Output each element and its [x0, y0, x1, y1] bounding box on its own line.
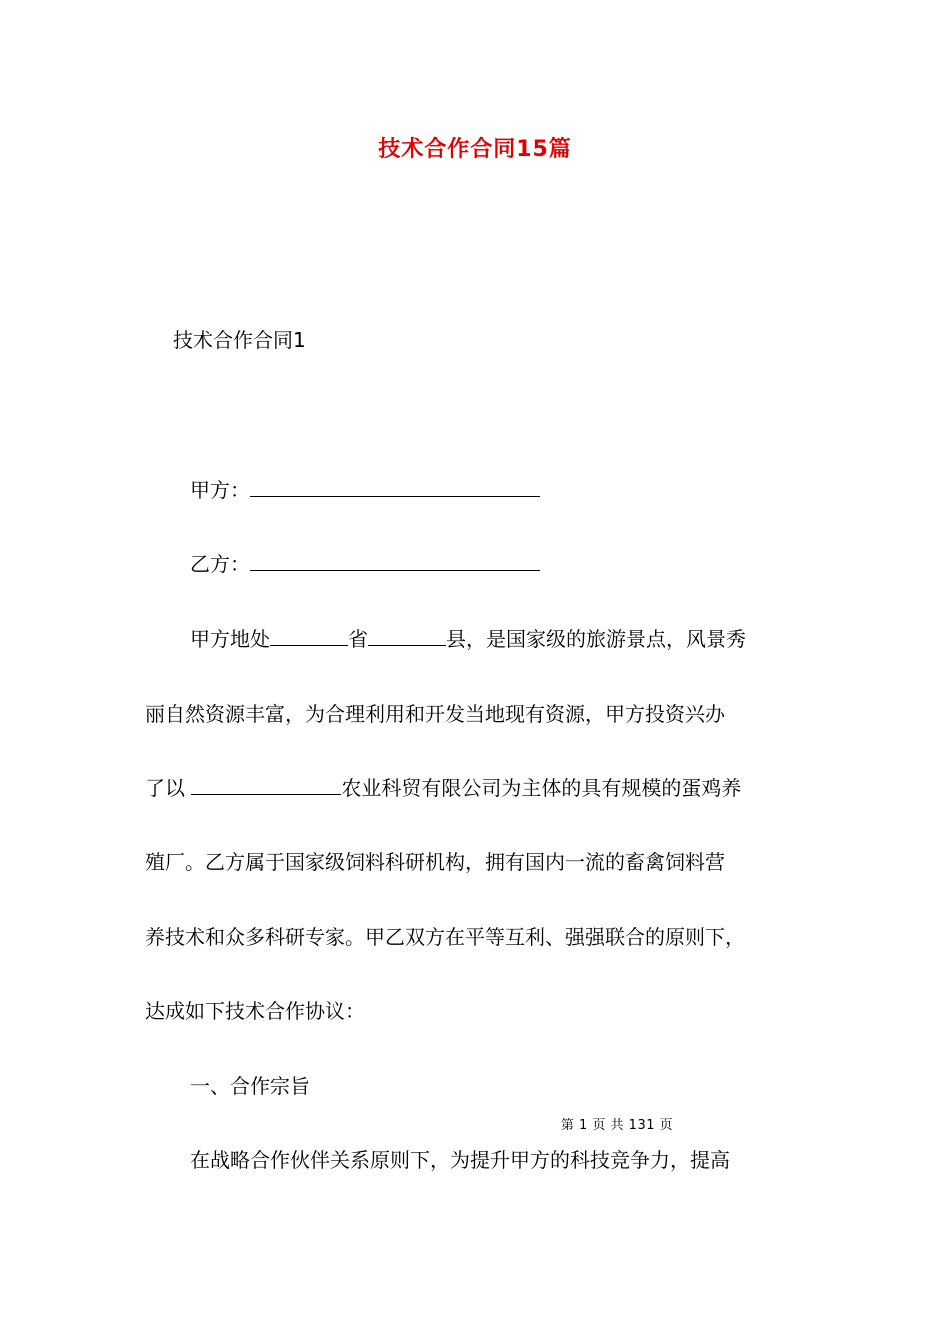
paragraph-line-2: 丽自然资源丰富，为合理利用和开发当地现有资源，甲方投资兴办 [145, 702, 725, 726]
paragraph-line-4: 殖厂。乙方属于国家级饲料科研机构，拥有国内一流的畜禽饲料营 [145, 850, 725, 874]
paragraph-line-5: 养技术和众多科研专家。甲乙双方在平等互利、强强联合的原则下， [145, 925, 745, 949]
text-segment: 省 [348, 627, 368, 651]
party-a-line [190, 476, 540, 504]
party-b-label: 乙方： [190, 552, 250, 576]
party-b-blank [250, 550, 540, 571]
party-b-line [190, 550, 540, 578]
text-segment: 农业科贸有限公司为主体的具有规模的蛋鸡养 [341, 776, 742, 800]
clause-heading: 一、合作宗旨 [190, 1074, 310, 1098]
text-segment: 了以 [145, 776, 192, 800]
party-a-label: 甲方： [190, 478, 250, 502]
paragraph-line-6: 达成如下技术合作协议： [145, 999, 365, 1023]
section-heading: 技术合作合同1 [173, 328, 306, 352]
clause-text-line-1: 在战略合作伙伴关系原则下，为提升甲方的科技竞争力，提高 [190, 1148, 730, 1172]
paragraph-line-1 [190, 625, 746, 653]
company-blank [191, 774, 341, 795]
page-footer [0, 1114, 950, 1133]
page-number: 第 1 页 共 131 页 [560, 1118, 674, 1133]
document-title: 技术合作合同15篇 [378, 137, 572, 162]
text-segment: 县，是国家级的旅游景点，风景秀 [446, 627, 746, 651]
province-blank [270, 625, 348, 646]
text-segment: 甲方地处 [190, 627, 270, 651]
county-blank [368, 625, 446, 646]
party-a-blank [250, 476, 540, 497]
paragraph-line-3 [145, 774, 741, 802]
